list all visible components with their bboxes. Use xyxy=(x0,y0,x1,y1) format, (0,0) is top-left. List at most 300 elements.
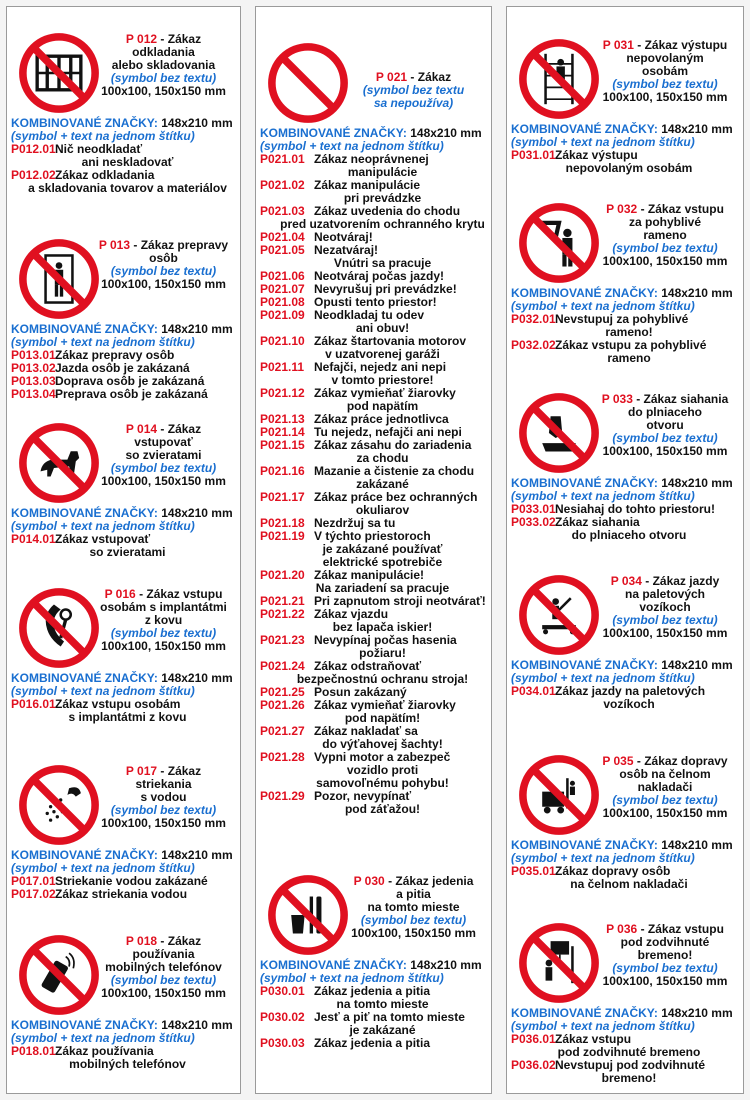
list-item xyxy=(256,153,491,179)
sign-header xyxy=(7,586,240,672)
item-text: pod záťažou! xyxy=(344,802,421,816)
item-text: Zákaz vstupu osobám xyxy=(55,697,181,711)
item-text: Vnútri sa pracuje xyxy=(333,256,432,270)
combined-signs xyxy=(11,507,240,533)
item-text: Jesť a piť na tomto mieste xyxy=(314,1010,465,1024)
item-code: P017.02 xyxy=(11,887,56,901)
sign-title-line: nepovolaným xyxy=(626,51,704,65)
item-text: Zákaz vstupovať xyxy=(55,532,151,546)
sign-header xyxy=(507,573,743,659)
item-code: P021.05 xyxy=(260,243,305,257)
item-text: Zákaz vstupu xyxy=(555,1032,632,1046)
item-text: samovoľnému pohybu! xyxy=(316,776,449,790)
sign-title-text: - Zákaz xyxy=(410,70,452,84)
item-code: P021.24 xyxy=(260,659,305,673)
item-code: P021.22 xyxy=(260,607,305,621)
item-code: P014.01 xyxy=(11,532,56,546)
item-text: v uzatvorenej garáži xyxy=(325,347,440,361)
item-text: V týchto priestoroch xyxy=(314,529,431,543)
item-text: Pri zapnutom stroji neotvárať! xyxy=(314,594,486,608)
sign-section xyxy=(256,41,491,816)
combined-size: 148x210 mm xyxy=(661,1006,733,1020)
sign-code: P 034 xyxy=(610,574,642,588)
combined-subtitle: (symbol + text na jednom štítku) xyxy=(11,861,195,875)
sign-subtitle: (symbol bez textu) xyxy=(110,626,217,640)
sign-subtitle: (symbol bez textu) xyxy=(612,961,718,975)
sign-subtitle: (symbol bez textu) xyxy=(612,613,718,627)
item-list xyxy=(507,149,743,175)
sign-title-line: používania xyxy=(132,947,195,961)
sign-title xyxy=(87,239,240,291)
item-text: Nesiahaj do tohto priestoru! xyxy=(555,502,716,516)
sign-sizes: 100x100, 150x150 mm xyxy=(351,926,476,940)
item-code: P021.10 xyxy=(260,334,305,348)
sign-title xyxy=(587,923,743,988)
sign-title-text: - Zákaz vstupu xyxy=(139,587,223,601)
list-item xyxy=(7,533,240,559)
sign-code: P 021 xyxy=(375,70,408,84)
item-code: P021.01 xyxy=(260,152,305,166)
sign-sizes: 100x100, 150x150 mm xyxy=(101,816,226,830)
combined-label: KOMBINOVANÉ ZNAČKY: xyxy=(11,506,158,520)
item-text: Pozor, nevypínať xyxy=(314,789,412,803)
item-text: Jazda osôb je zakázaná xyxy=(55,361,190,375)
item-text: Zákaz používania xyxy=(55,1044,154,1058)
item-text: Zákaz uvedenia do chodu xyxy=(314,204,461,218)
combined-subtitle: (symbol + text na jednom štítku) xyxy=(11,684,195,698)
sign-sizes: 100x100, 150x150 mm xyxy=(101,84,226,98)
item-code: P034.01 xyxy=(511,684,556,698)
item-code: P030.02 xyxy=(260,1010,305,1024)
item-code: P030.01 xyxy=(260,984,305,998)
combined-label: KOMBINOVANÉ ZNAČKY: xyxy=(260,958,407,972)
sign-title-line: mobilných telefónov xyxy=(105,960,222,974)
sign-subtitle: (symbol bez textu) xyxy=(110,264,217,278)
item-text: Zákaz manipulácie! xyxy=(314,568,425,582)
list-item xyxy=(7,143,240,169)
sign-title-text: - Zákaz prepravy xyxy=(133,238,229,252)
item-text: Opusti tento priestor! xyxy=(314,295,437,309)
item-list xyxy=(7,1045,240,1071)
item-text: Nevypínaj počas hasenia xyxy=(314,633,457,647)
sign-header xyxy=(507,753,743,839)
sign-title-line: bremeno! xyxy=(637,948,693,962)
item-code: P013.02 xyxy=(11,361,56,375)
item-code: P021.17 xyxy=(260,490,305,504)
sign-title-line: do plniaceho xyxy=(627,405,702,419)
list-item xyxy=(507,1033,743,1059)
combined-signs xyxy=(11,672,240,698)
item-code: P021.02 xyxy=(260,178,305,192)
item-text: Neotváraj počas jazdy! xyxy=(314,269,445,283)
sign-section xyxy=(7,933,240,1071)
sign-title-line: nakladači xyxy=(637,780,693,794)
sign-header xyxy=(7,763,240,849)
list-item xyxy=(256,790,491,816)
item-code: P035.01 xyxy=(511,864,556,878)
list-item xyxy=(256,530,491,569)
sign-code: P 014 xyxy=(125,422,158,436)
item-text: bez lapača iskier! xyxy=(332,620,433,634)
item-code: P012.01 xyxy=(11,142,56,156)
list-item xyxy=(7,169,240,195)
item-text: Zákaz nakladať sa xyxy=(314,724,418,738)
item-text: bremeno! xyxy=(601,1071,657,1085)
item-code: P013.01 xyxy=(11,348,56,362)
list-item xyxy=(256,569,491,595)
sign-title-line: osôb xyxy=(149,251,178,265)
item-text: Zákaz výstupu xyxy=(555,148,638,162)
sign-sizes: 100x100, 150x150 mm xyxy=(602,444,728,458)
item-text: mobilných telefónov xyxy=(69,1057,186,1071)
item-text: Neotváraj! xyxy=(314,230,373,244)
item-code: P021.12 xyxy=(260,386,305,400)
combined-signs xyxy=(11,323,240,349)
combined-signs xyxy=(511,123,743,149)
item-text: ani neskladovať xyxy=(81,155,174,169)
sign-sizes: 100x100, 150x150 mm xyxy=(602,90,728,104)
item-code: P021.23 xyxy=(260,633,305,647)
combined-signs xyxy=(11,1019,240,1045)
sign-title-line: z kovu xyxy=(144,613,183,627)
item-list xyxy=(7,143,240,195)
sign-section xyxy=(7,421,240,559)
list-item xyxy=(256,608,491,634)
combined-signs xyxy=(260,959,491,985)
item-code: P036.02 xyxy=(511,1058,556,1072)
item-text: Nefajči, nejedz ani nepi xyxy=(314,360,447,374)
item-list xyxy=(507,865,743,891)
combined-subtitle: (symbol + text na jednom štítku) xyxy=(511,671,695,685)
sign-subtitle: sa nepoužíva) xyxy=(373,96,454,110)
combined-label: KOMBINOVANÉ ZNAČKY: xyxy=(260,126,407,140)
item-text: Nevyrušuj pri prevádzke! xyxy=(314,282,457,296)
item-text: Zákaz jazdy na paletových xyxy=(555,684,706,698)
item-list xyxy=(7,875,240,901)
combined-signs xyxy=(260,127,491,153)
item-text: Nezdržuj sa tu xyxy=(314,516,396,530)
list-item xyxy=(507,685,743,711)
item-code: P021.29 xyxy=(260,789,305,803)
item-list xyxy=(7,533,240,559)
sign-title xyxy=(587,203,743,268)
item-text: Zákaz vymieňať žiarovky xyxy=(314,386,456,400)
sign-code: P 036 xyxy=(606,922,638,936)
sign-section xyxy=(7,237,240,401)
combined-label: KOMBINOVANÉ ZNAČKY: xyxy=(511,122,658,136)
item-text: a skladovania tovarov a materiálov xyxy=(28,181,227,195)
combined-subtitle: (symbol + text na jednom štítku) xyxy=(11,335,195,349)
item-text: s implantátmi z kovu xyxy=(68,710,187,724)
combined-signs xyxy=(511,477,743,503)
item-text: Zákaz odkladania xyxy=(55,168,155,182)
item-code: P021.26 xyxy=(260,698,305,712)
item-text: so zvieratami xyxy=(89,545,166,559)
item-text: Doprava osôb je zakázaná xyxy=(55,374,205,388)
item-text: Zákaz odstraňovať xyxy=(314,659,422,673)
item-text: pod napätím xyxy=(346,399,419,413)
sign-subtitle: (symbol bez textu) xyxy=(612,241,718,255)
combined-subtitle: (symbol + text na jednom štítku) xyxy=(511,851,695,865)
item-text: manipulácie xyxy=(347,165,418,179)
item-text: Zákaz striekania vodou xyxy=(55,887,188,901)
sign-title xyxy=(587,575,743,640)
item-text: Posun zakázaný xyxy=(314,685,407,699)
sign-section xyxy=(507,573,743,711)
item-text: Zákaz práce bez ochranných xyxy=(314,490,478,504)
item-code: P021.18 xyxy=(260,516,305,530)
item-text: Nevstupuj pod zodvihnuté xyxy=(555,1058,705,1072)
list-item xyxy=(256,1037,491,1050)
item-code: P021.28 xyxy=(260,750,305,764)
sign-title-line: otvoru xyxy=(646,418,684,432)
item-code: P032.02 xyxy=(511,338,556,352)
item-code: P021.03 xyxy=(260,204,305,218)
combined-size: 148x210 mm xyxy=(661,476,733,490)
sign-sizes: 100x100, 150x150 mm xyxy=(101,639,226,653)
list-item xyxy=(507,339,743,365)
combined-label: KOMBINOVANÉ ZNAČKY: xyxy=(511,286,658,300)
combined-size: 148x210 mm xyxy=(410,958,482,972)
item-text: pri prevádzke xyxy=(343,191,422,205)
item-text: Zákaz vstupu za pohyblivé xyxy=(555,338,707,352)
item-text: okuliarov xyxy=(355,503,410,517)
list-item xyxy=(507,313,743,339)
sign-section xyxy=(7,586,240,724)
sign-header xyxy=(7,31,240,117)
list-item xyxy=(256,205,491,231)
combined-label: KOMBINOVANÉ ZNAČKY: xyxy=(11,116,158,130)
sign-title-line: osobám xyxy=(641,64,688,78)
sign-section xyxy=(507,391,743,542)
sign-title-line: a pitia xyxy=(396,887,431,901)
item-text: Zákaz siahania xyxy=(555,515,640,529)
item-text: do výťahovej šachty! xyxy=(322,737,443,751)
sign-code: P 030 xyxy=(353,874,385,888)
item-text: pod napätím! xyxy=(344,711,421,725)
sign-title-text: - Zákaz jazdy xyxy=(645,574,720,588)
combined-subtitle: (symbol + text na jednom štítku) xyxy=(11,519,195,533)
item-text: zakázané xyxy=(356,477,409,491)
item-text: za chodu xyxy=(356,451,409,465)
sign-title-line: striekania xyxy=(135,777,192,791)
sign-sizes: 100x100, 150x150 mm xyxy=(101,277,226,291)
sign-subtitle: (symbol bez textu) xyxy=(110,71,217,85)
item-text: rameno! xyxy=(605,325,653,339)
item-text: bezpečnostnú ochranu stroja! xyxy=(296,672,469,686)
sign-title-line: rameno xyxy=(643,228,687,242)
list-item xyxy=(507,865,743,891)
sign-title-line: osobám s implantátmi xyxy=(100,600,227,614)
sign-subtitle: (symbol bez textu) xyxy=(110,803,217,817)
combined-subtitle: (symbol + text na jednom štítku) xyxy=(260,971,444,985)
sign-header xyxy=(7,237,240,323)
item-code: P033.02 xyxy=(511,515,556,529)
combined-signs xyxy=(11,117,240,143)
sign-sizes: 100x100, 150x150 mm xyxy=(101,474,226,488)
column-2 xyxy=(255,6,492,1094)
item-text: Nič neodkladať xyxy=(55,142,143,156)
sign-title-line: vstupovať xyxy=(134,435,193,449)
item-text: Nezatváraj! xyxy=(314,243,379,257)
item-text: Zákaz neoprávnenej xyxy=(314,152,429,166)
combined-label: KOMBINOVANÉ ZNAČKY: xyxy=(511,476,658,490)
list-item xyxy=(507,1059,743,1085)
sign-title-line: pod zodvihnuté xyxy=(620,935,710,949)
item-code: P030.03 xyxy=(260,1036,305,1050)
sign-code: P 031 xyxy=(602,38,634,52)
sign-subtitle: (symbol bez textu) xyxy=(612,77,718,91)
item-text: požiaru! xyxy=(359,646,406,660)
list-item xyxy=(256,244,491,270)
sign-code: P 032 xyxy=(606,202,638,216)
combined-label: KOMBINOVANÉ ZNAČKY: xyxy=(11,1018,158,1032)
combined-size: 148x210 mm xyxy=(161,1018,233,1032)
item-text: Zákaz prepravy osôb xyxy=(55,348,175,362)
sign-title-line: s vodou xyxy=(140,790,187,804)
item-text: do plniaceho otvoru xyxy=(571,528,687,542)
combined-size: 148x210 mm xyxy=(161,671,233,685)
sign-header xyxy=(507,921,743,1007)
list-item xyxy=(256,439,491,465)
sign-subtitle: (symbol bez textu) xyxy=(612,431,718,445)
item-code: P017.01 xyxy=(11,874,56,888)
sign-subtitle: (symbol bez textu xyxy=(362,83,465,97)
sign-section xyxy=(507,37,743,175)
item-code: P021.13 xyxy=(260,412,305,426)
combined-size: 148x210 mm xyxy=(661,286,733,300)
sign-title-line: na paletových xyxy=(624,587,706,601)
item-list xyxy=(7,349,240,401)
item-code: P021.19 xyxy=(260,529,305,543)
sign-title-text: - Zákaz vstupu xyxy=(640,922,724,936)
sign-title-text: - Zákaz xyxy=(160,764,202,778)
item-list xyxy=(507,685,743,711)
item-text: vozíkoch xyxy=(603,697,655,711)
sign-subtitle: (symbol bez textu) xyxy=(360,913,467,927)
item-code: P021.20 xyxy=(260,568,305,582)
sign-title-text: - Zákaz xyxy=(160,422,202,436)
item-code: P013.04 xyxy=(11,387,56,401)
combined-signs xyxy=(511,1007,743,1033)
item-code: P032.01 xyxy=(511,312,556,326)
item-code: P016.01 xyxy=(11,697,56,711)
item-code: P021.11 xyxy=(260,360,305,374)
sign-title-text: - Zákaz vstupu xyxy=(640,202,724,216)
item-text: ani obuv! xyxy=(355,321,410,335)
sign-section xyxy=(256,873,491,1050)
list-item xyxy=(256,465,491,491)
combined-subtitle: (symbol + text na jednom štítku) xyxy=(511,489,695,503)
combined-size: 148x210 mm xyxy=(661,838,733,852)
sign-header xyxy=(7,933,240,1019)
sign-title xyxy=(87,33,240,98)
item-text: na tomto mieste xyxy=(336,997,429,1011)
sign-sizes: 100x100, 150x150 mm xyxy=(602,806,728,820)
sign-code: P 013 xyxy=(98,238,131,252)
list-item xyxy=(256,751,491,790)
sign-title-text: - Zákaz výstupu xyxy=(637,38,728,52)
sign-section xyxy=(507,753,743,891)
item-code: P021.09 xyxy=(260,308,305,322)
item-text: Tu nejedz, nefajči ani nepi xyxy=(314,425,462,439)
item-text: Zákaz vymieňať žiarovky xyxy=(314,698,456,712)
list-item xyxy=(7,888,240,901)
list-item xyxy=(256,1011,491,1037)
combined-size: 148x210 mm xyxy=(661,122,733,136)
item-text: vozidlo proti xyxy=(346,763,419,777)
item-text: rameno xyxy=(607,351,651,365)
combined-subtitle: (symbol + text na jednom štítku) xyxy=(11,1031,195,1045)
sign-title xyxy=(587,393,743,458)
list-item xyxy=(507,149,743,175)
item-code: P021.07 xyxy=(260,282,305,296)
item-text: je zakázané používať xyxy=(322,542,443,556)
combined-subtitle: (symbol + text na jednom štítku) xyxy=(511,1019,695,1033)
item-code: P021.21 xyxy=(260,594,305,608)
sign-title-text: - Zákaz xyxy=(160,934,202,948)
combined-size: 148x210 mm xyxy=(661,658,733,672)
sign-title-line: odkladania xyxy=(132,45,195,59)
item-text: pred uzatvorením ochranného krytu xyxy=(280,217,485,231)
column-3 xyxy=(506,6,744,1094)
item-text: Zákaz štartovania motorov xyxy=(314,334,467,348)
list-item xyxy=(7,1045,240,1071)
sign-code: P 035 xyxy=(602,754,634,768)
item-text: je zakázané xyxy=(349,1023,416,1037)
sign-title-text: - Zákaz siahania xyxy=(636,392,729,406)
item-text: v tomto priestore! xyxy=(331,373,434,387)
combined-subtitle: (symbol + text na jednom štítku) xyxy=(511,299,695,313)
sign-section xyxy=(507,921,743,1085)
item-code: P031.01 xyxy=(511,148,556,162)
sign-title xyxy=(587,755,743,820)
combined-size: 148x210 mm xyxy=(161,848,233,862)
sign-title xyxy=(87,935,240,1000)
sign-section xyxy=(7,763,240,901)
sign-code: P 018 xyxy=(125,934,158,948)
combined-subtitle: (symbol + text na jednom štítku) xyxy=(11,129,195,143)
item-code: P021.04 xyxy=(260,230,305,244)
item-code: P033.01 xyxy=(511,502,556,516)
item-text: Na zariadení sa pracuje xyxy=(315,581,450,595)
item-list xyxy=(507,1033,743,1085)
sign-code: P 016 xyxy=(104,587,136,601)
combined-size: 148x210 mm xyxy=(410,126,482,140)
sign-title-line: za pohyblivé xyxy=(628,215,702,229)
list-item xyxy=(256,634,491,660)
item-text: elektrické spotrebiče xyxy=(322,555,443,569)
sign-section xyxy=(507,201,743,365)
list-item xyxy=(256,725,491,751)
item-text: Nevstupuj za pohyblivé xyxy=(555,312,689,326)
list-item xyxy=(256,335,491,361)
item-text: Zákaz vjazdu xyxy=(314,607,389,621)
combined-label: KOMBINOVANÉ ZNAČKY: xyxy=(11,322,158,336)
sign-sizes: 100x100, 150x150 mm xyxy=(602,254,728,268)
sign-code: P 017 xyxy=(125,764,158,778)
list-item xyxy=(256,985,491,1011)
combined-label: KOMBINOVANÉ ZNAČKY: xyxy=(11,848,158,862)
item-text: Mazanie a čistenie za chodu xyxy=(314,464,475,478)
sign-title xyxy=(87,423,240,488)
list-item xyxy=(256,361,491,387)
sign-subtitle: (symbol bez textu) xyxy=(110,973,217,987)
item-text: Neodkladaj tu odev xyxy=(314,308,425,322)
sign-title-text: - Zákaz dopravy xyxy=(636,754,728,768)
sign-header xyxy=(507,391,743,477)
combined-label: KOMBINOVANÉ ZNAČKY: xyxy=(511,838,658,852)
